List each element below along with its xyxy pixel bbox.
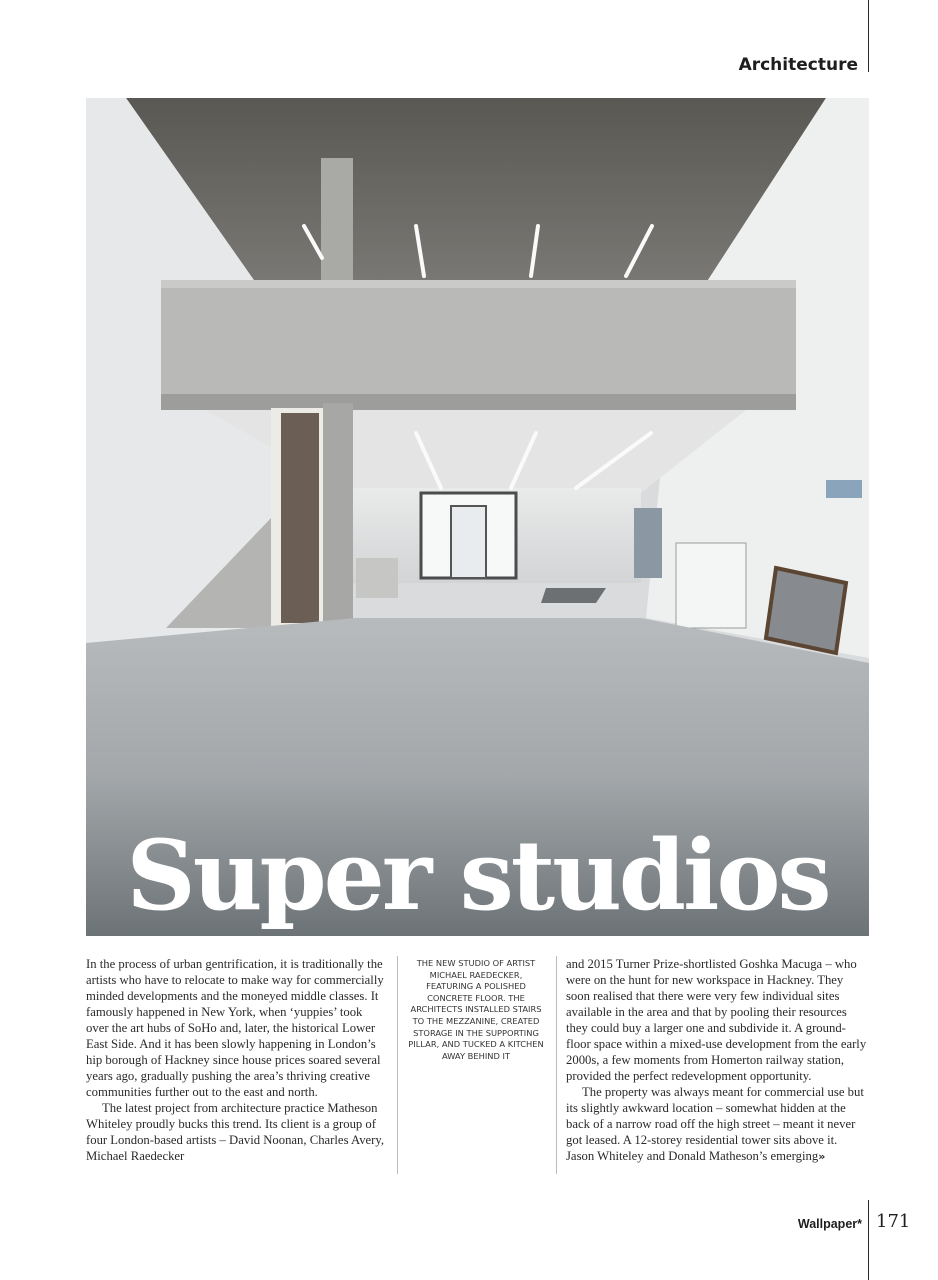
studio-interior-image [86,98,869,936]
body-paragraph [566,1084,868,1165]
body-paragraph: The latest project from architecture practice Matheson Whiteley proudly bucks this trend. Its client is a group of four London-based artists – David Noonan, Charles Avery, Michael Raedecker [86,1101,385,1163]
caption-rule-right [556,956,557,1174]
footer-rule [868,1200,869,1280]
continue-arrow-icon: » [818,1150,826,1163]
headline: Super studios [126,819,829,932]
body-paragraph: and 2015 Turner Prize-shortlisted Goshka Macuga – who were on the hunt for new workspace in Hackney. They soon realised that there were very few individual sites available in the area and that by pooling their resources they could buy a larger one and subdivide it. A ground-floor space within a mixed-use development from the early 2000s, a few moments from Homerton railway station, provided the perfect redevelopment opportunity. [566,957,867,1083]
hero-photo [86,98,869,936]
page-number: 171 [876,1211,911,1232]
body-column-1 [86,956,386,1164]
body-column-2 [566,956,868,1165]
body-paragraph: In the process of urban gentrification, it is traditionally the artists who have to relocate to make way for commercially minded developments and the moneyed middle classes. It famously happened in New York, when ‘yuppies’ took over the art hubs of SoHo and, later, the historical Lower East Side. And it has been slowly happening in London’s hip borough of Hackney since house prices soared several years ago, gradually pushing the area’s thriving creative communities further out to the east and north. [86,957,384,1099]
magazine-brand: Wallpaper* [797,1217,862,1231]
image-caption: THE NEW STUDIO OF ARTIST MICHAEL RAEDECKER, FEATURING A POLISHED CONCRETE FLOOR. THE ARCHITECTS INSTALLED STAIRS TO THE MEZZANINE, CREATED STORAGE IN THE SUPPORTING PILLAR, AND TUCKED A KITCHEN AWAY BEHIND IT [408,958,544,1061]
body-paragraph-text: The property was always meant for commercial use but its slightly awkward location – somewhat hidden at the back of a narrow road off the high street – meant it never got leased. A 12-storey residential tower sits above it. Jason Whiteley and Donald Matheson’s emerging [566,1085,864,1163]
caption-rule-left [397,956,398,1174]
section-label: Architecture [738,55,858,75]
top-rule [868,0,869,72]
